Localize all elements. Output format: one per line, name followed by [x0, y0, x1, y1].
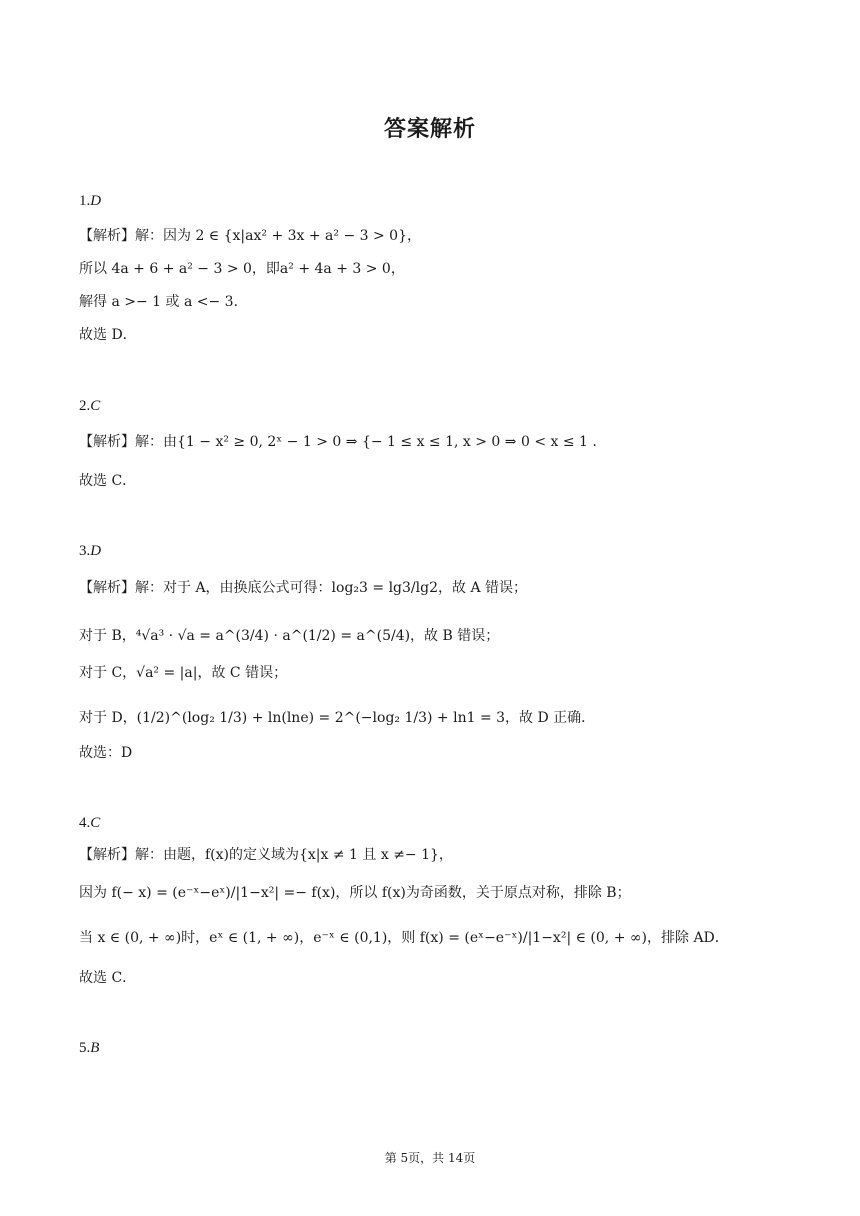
- q3-answer: D: [90, 543, 102, 559]
- page-title: 答案解析: [383, 117, 476, 142]
- q3-line-1: 【解析】解：对于 A，由换底公式可得：log₂3 = lg3/lg2，故 A 错误；: [79, 580, 527, 596]
- q5-number: [79, 1038, 99, 1058]
- q3-line-2: 对于 B，⁴√a³ · √a = a^(3/4) · a^(1/2) = a^(5/4)，故 B 错误；: [79, 628, 500, 644]
- q3-line-4: 对于 D，(1/2)^(log₂ 1/3) + ln(lne) = 2^(−log₂ 1/3) + ln1 = 3，故 D 正确．: [79, 710, 596, 726]
- q3-num: 3.: [79, 543, 91, 559]
- q5-num: 5.: [79, 1040, 91, 1056]
- q4-answer: C: [90, 815, 101, 831]
- q2-answer: C: [90, 398, 101, 414]
- q3-line-3: 对于 C，√a² = |a|，故 C 错误；: [79, 665, 288, 681]
- q2-line-2: 故选 C．: [79, 473, 137, 489]
- q4-line-1: 【解析】解：由题，f(x)的定义域为{x|x ≠ 1 且 x ≠− 1}，: [79, 847, 453, 863]
- q3-line-5: 故选：D: [79, 745, 133, 761]
- q2-number: [79, 396, 100, 416]
- q4-number: [79, 813, 100, 833]
- q4-num: 4.: [79, 815, 91, 831]
- q1-number: [79, 191, 101, 211]
- q4-line-2: 因为 f(− x) = (e⁻ˣ−eˣ)/|1−x²| =− f(x)，所以 f(x)为奇函数，关于原点对称，排除 B；: [79, 885, 631, 901]
- q1-answer: D: [90, 193, 102, 209]
- q1-line-2: 所以 4a + 6 + a² − 3 > 0，即a² + 4a + 3 > 0，: [79, 261, 405, 277]
- q1-line-4: 故选 D．: [79, 327, 137, 343]
- q2-line-1: 【解析】解：由{1 − x² ≥ 0, 2ˣ − 1 > 0 ⇒ {− 1 ≤ x ≤ 1, x > 0 ⇒ 0 < x ≤ 1 .: [79, 434, 597, 450]
- q1-line-3: 解得 a >− 1 或 a <− 3．: [79, 294, 248, 310]
- q1-num: 1.: [79, 193, 91, 209]
- q5-answer: B: [90, 1040, 100, 1056]
- page-footer: 第 5页，共 14页: [384, 1151, 476, 1165]
- q3-number: [79, 541, 101, 561]
- q1-line-1: 【解析】解：因为 2 ∈ {x|ax² + 3x + a² − 3 > 0}，: [79, 228, 422, 244]
- q4-line-4: 故选 C．: [79, 970, 137, 986]
- q2-num: 2.: [79, 398, 91, 414]
- q4-line-3: 当 x ∈ (0, + ∞)时，eˣ ∈ (1, + ∞)，e⁻ˣ ∈ (0,1)，则 f(x) = (eˣ−e⁻ˣ)/|1−x²| ∈ (0, + ∞)，排除 AD．: [79, 930, 729, 946]
